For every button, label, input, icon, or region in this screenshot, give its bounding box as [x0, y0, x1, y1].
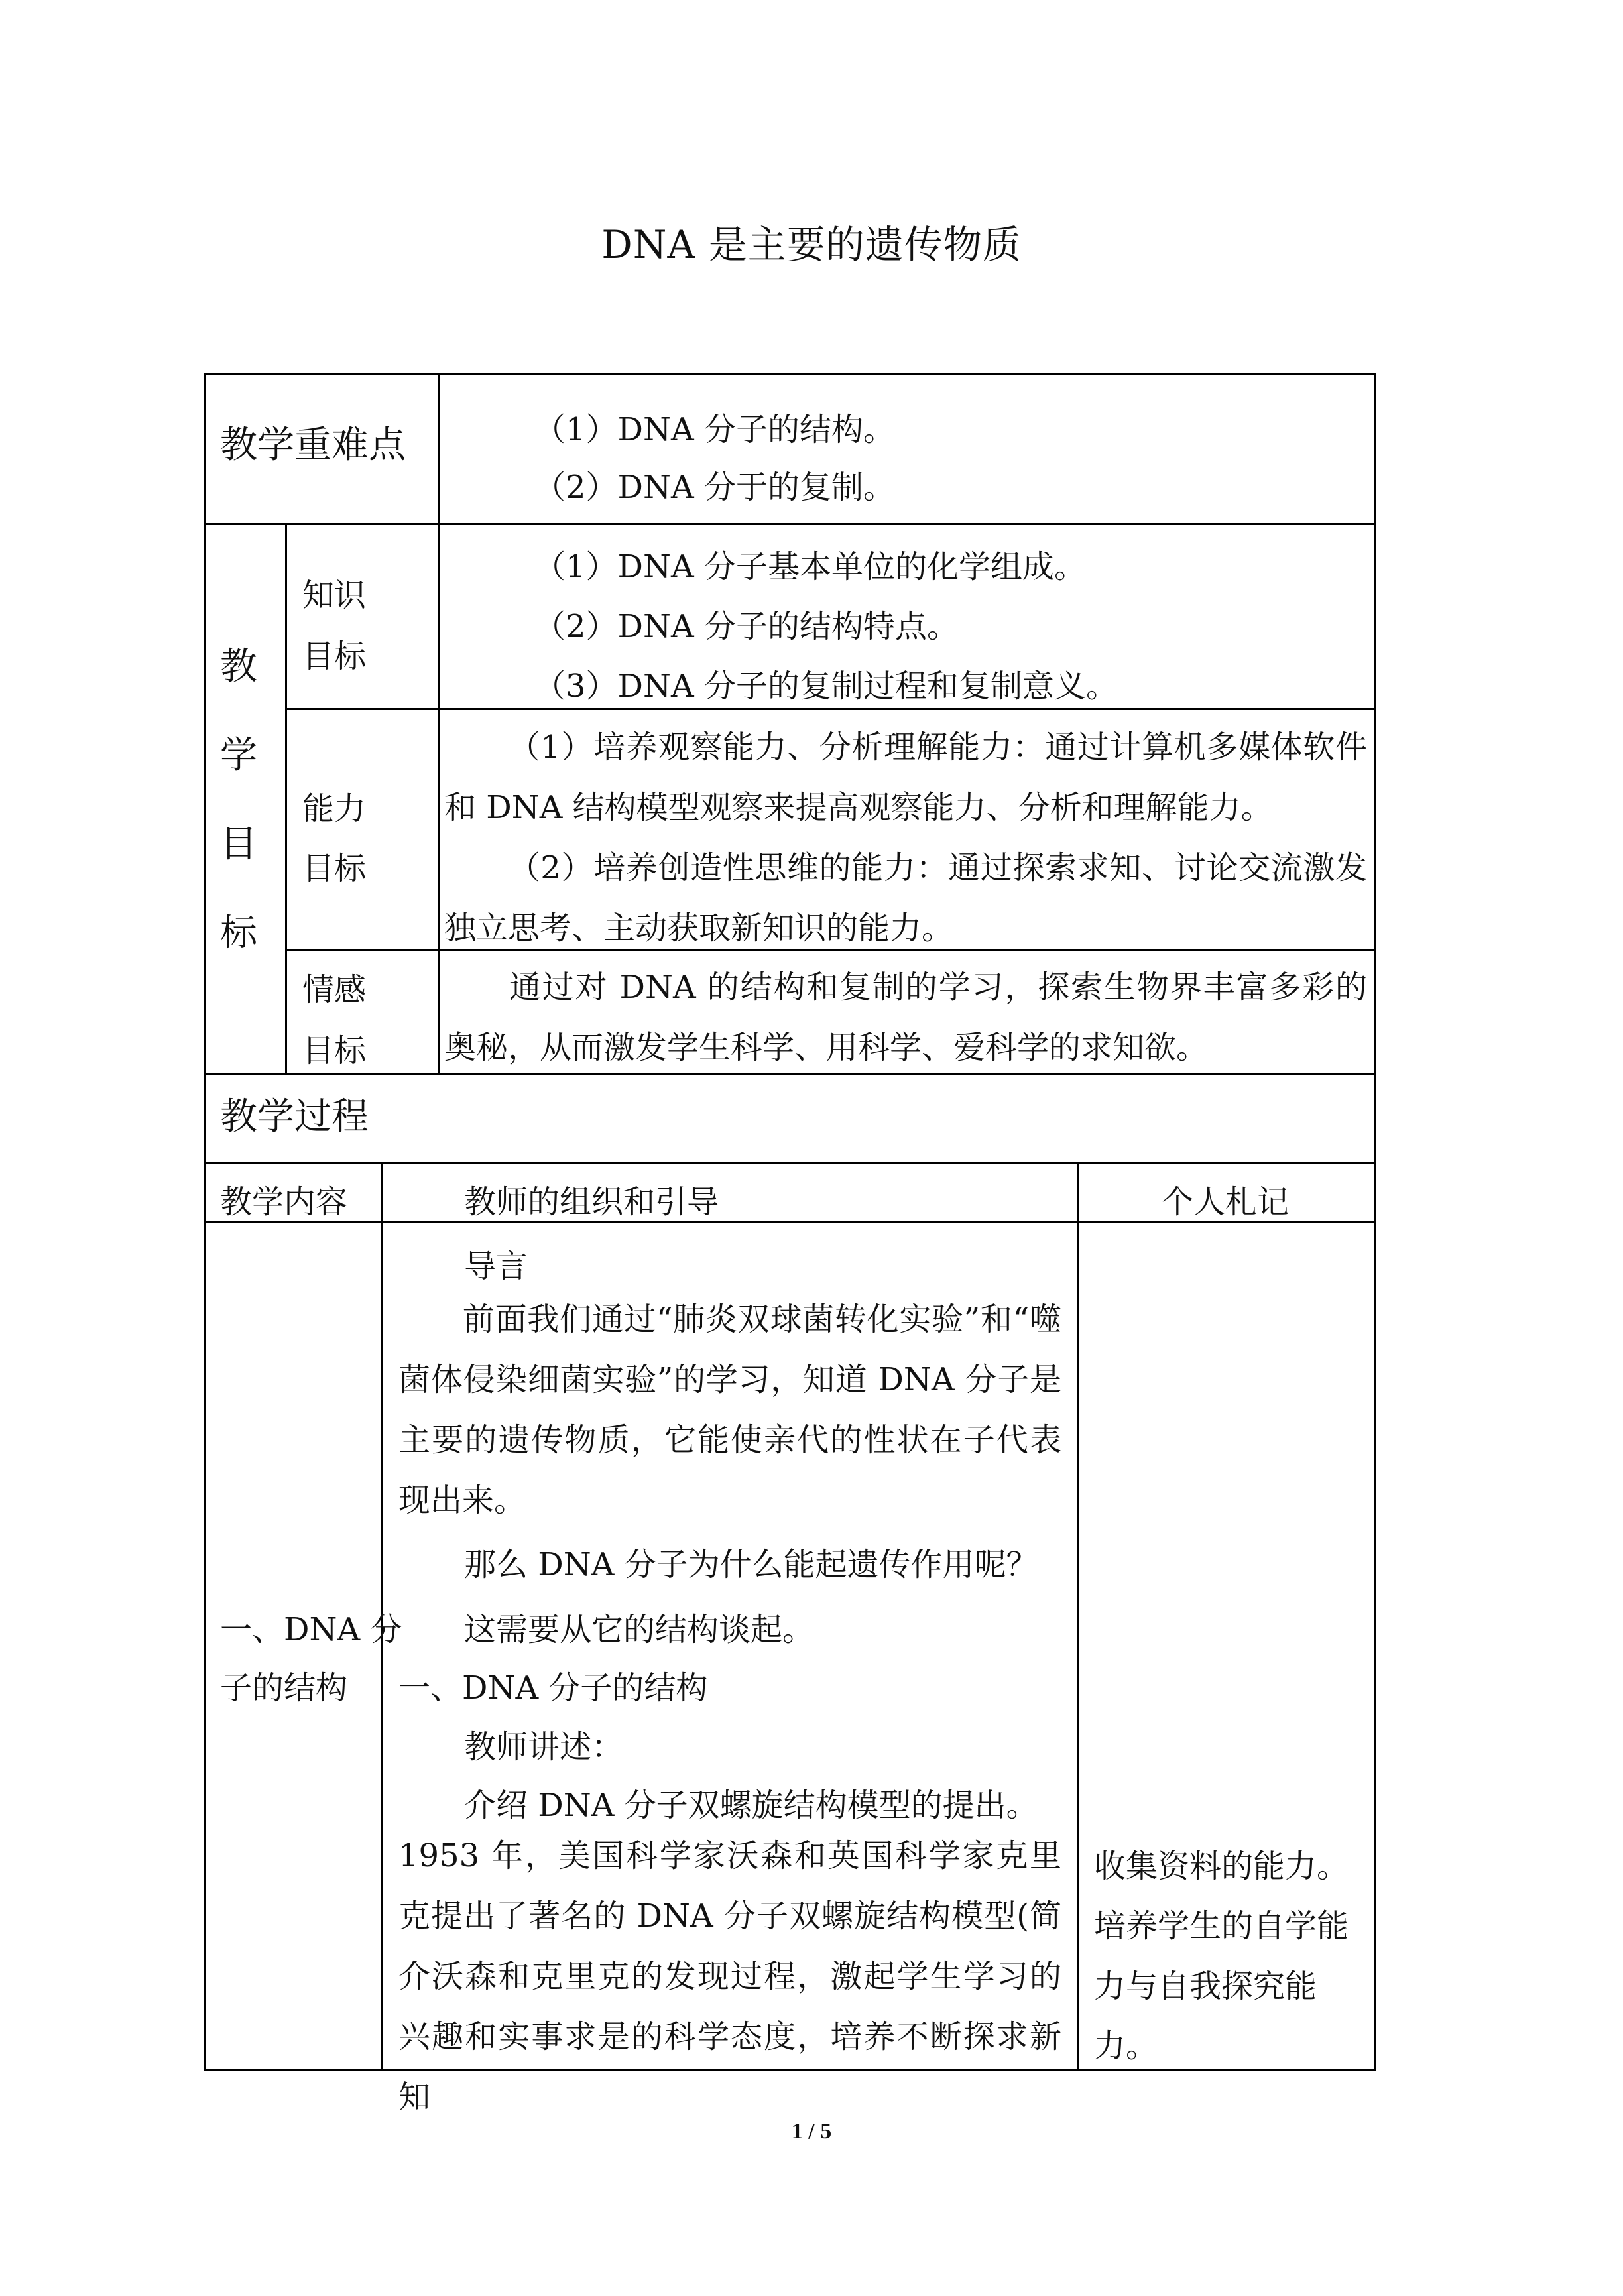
emotion-label: 目标 — [302, 1032, 367, 1069]
objectives-label-char: 学 — [220, 734, 257, 777]
col-divider — [438, 373, 440, 1073]
knowledge-label: 知识 — [302, 577, 367, 614]
notes-line: 力与自我探究能 — [1094, 1968, 1317, 2005]
teacher-model: 介绍 DNA 分子双螺旋结构模型的提出。 — [464, 1787, 1038, 1824]
document-title: DNA 是主要的遗传物质 — [601, 222, 1022, 267]
teacher-question: 那么 DNA 分子为什么能起遗传作用呢？ — [464, 1546, 1038, 1583]
knowledge-item: （1）DNA 分子基本单位的化学组成。 — [534, 548, 1086, 585]
teacher-intro: 导言 — [464, 1248, 528, 1285]
col-divider — [1077, 1162, 1079, 2071]
ability-label: 目标 — [302, 850, 367, 887]
row-divider — [204, 1162, 1376, 1164]
teacher-lecture: 教师讲述： — [464, 1728, 624, 1766]
objectives-label-char: 教 — [220, 645, 257, 688]
ability-para: （2）培养创造性思维的能力：通过探索求知、讨论交流激发独立思考、主动获取新知识的能力。 — [444, 849, 1367, 947]
notes-line: 力。 — [1094, 2027, 1158, 2065]
key-point-item: （2）DNA 分于的复制。 — [534, 469, 895, 506]
teacher-question: 这需要从它的结构谈起。 — [464, 1611, 815, 1648]
notes-line: 收集资料的能力。 — [1094, 1848, 1349, 1885]
ability-label: 能力 — [302, 790, 367, 827]
teacher-para: 前面我们通过“肺炎双球菌转化实验”和“噬菌体侵染细菌实验”的学习，知道 DNA 分子是主要的遗传物质，它能使亲代的性状在子代表现出来。 — [398, 1301, 1061, 1519]
row-divider — [285, 708, 1376, 710]
key-points-label: 教学重难点 — [220, 424, 406, 467]
teacher-para: 1953 年，美国科学家沃森和英国科学家克里克提出了著名的 DNA 分子双螺旋结构模型(简介沃森和克里克的发现过程，激起学生学习的兴趣和实事求是的科学态度，培养不断探求新知 — [398, 1837, 1061, 2116]
objectives-label-char: 目 — [220, 823, 257, 866]
notes-line: 培养学生的自学能 — [1094, 1907, 1349, 1945]
header-content: 教学内容 — [220, 1183, 348, 1221]
page-number: 1 / 5 — [791, 2119, 832, 2144]
col-divider — [285, 523, 287, 1073]
objectives-label-char: 标 — [220, 912, 257, 955]
table-border-top — [204, 373, 1376, 375]
ability-para: （1）培养观察能力、分析理解能力：通过计算机多媒体软件和 DNA 结构模型观察来提高观察能力、分析和理解能力。 — [444, 729, 1367, 826]
header-teacher: 教师的组织和引导 — [464, 1183, 719, 1221]
teacher-section-heading: 一、DNA 分子的结构 — [398, 1669, 708, 1707]
key-point-item: （1）DNA 分子的结构。 — [534, 411, 895, 448]
content-label: 一、DNA 分 — [220, 1611, 402, 1648]
knowledge-item: （3）DNA 分子的复制过程和复制意义。 — [534, 668, 1118, 705]
emotion-para: 通过对 DNA 的结构和复制的学习，探索生物界丰富多彩的奥秘，从而激发学生科学、用科学、爱科学的求知欲。 — [444, 969, 1367, 1066]
knowledge-item: （2）DNA 分子的结构特点。 — [534, 608, 959, 645]
content-label: 子的结构 — [220, 1669, 348, 1707]
header-notes: 个人札记 — [1162, 1183, 1290, 1221]
process-label: 教学过程 — [220, 1095, 369, 1138]
emotion-label: 情感 — [302, 971, 367, 1008]
row-divider — [204, 523, 1376, 525]
knowledge-label: 目标 — [302, 638, 367, 675]
